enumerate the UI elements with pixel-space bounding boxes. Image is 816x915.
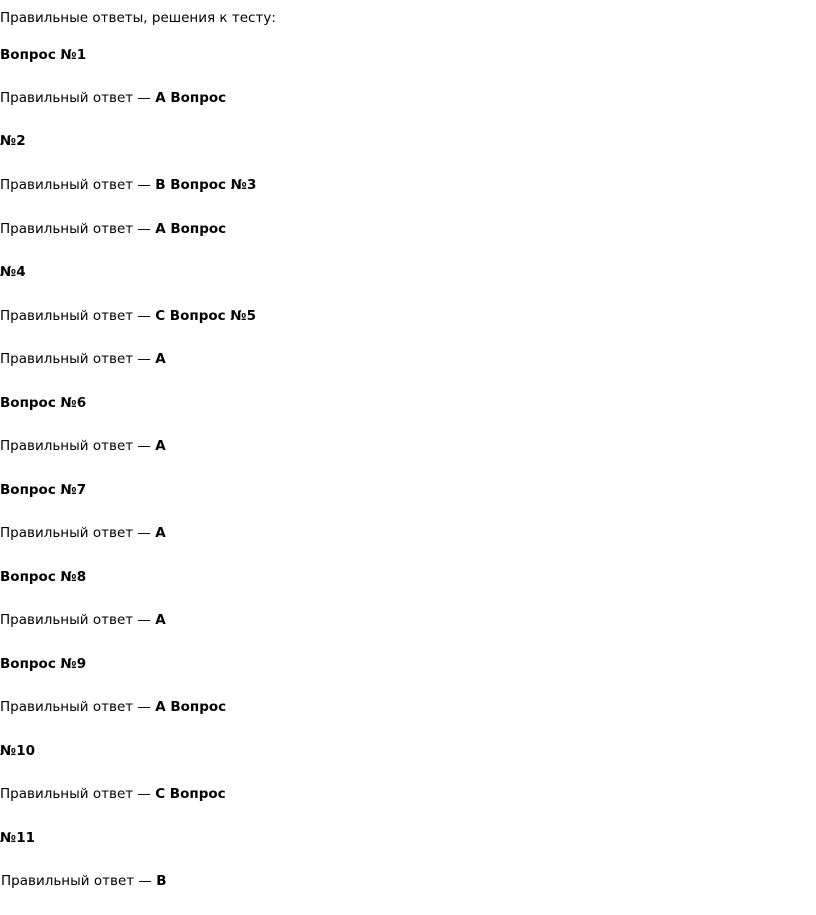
question-label-line (0, 742, 35, 760)
question-label-line (0, 263, 26, 281)
line-bold-text: А Вопрос (155, 699, 227, 715)
line-plain-text: Правильный ответ — (0, 786, 156, 802)
question-label-line (0, 46, 86, 64)
question-label-line (0, 568, 86, 586)
document-heading (0, 9, 276, 27)
line-bold-text: С Вопрос №5 (155, 308, 256, 324)
answer-line (0, 785, 226, 803)
answer-line (0, 524, 166, 542)
answer-line (0, 220, 226, 238)
question-label-line (0, 394, 86, 412)
answer-line (0, 350, 166, 368)
answer-line (0, 698, 226, 716)
answer-line (0, 307, 256, 325)
answer-line (0, 611, 166, 629)
question-label-line (0, 132, 26, 150)
answer-line (0, 176, 256, 194)
line-plain-text: Правильный ответ — (0, 177, 156, 193)
line-bold-text: А Вопрос (155, 221, 227, 237)
line-bold-text: А (155, 351, 166, 367)
question-label-line (0, 829, 35, 847)
line-bold-text: Вопрос №1 (0, 47, 87, 63)
line-plain-text: Правильный ответ — (0, 351, 156, 367)
line-bold-text: №4 (0, 264, 26, 280)
line-bold-text: А (155, 438, 166, 454)
line-bold-text: №10 (0, 743, 36, 759)
line-plain-text: Правильный ответ — (0, 612, 156, 628)
line-bold-text: В (156, 873, 167, 889)
line-bold-text: Вопрос №7 (0, 482, 87, 498)
line-bold-text: Вопрос №6 (0, 395, 87, 411)
heading-text: Правильные ответы, решения к тесту: (0, 10, 276, 26)
line-bold-text: №11 (0, 830, 36, 846)
line-bold-text: Вопрос №8 (0, 569, 87, 585)
line-bold-text: №2 (0, 133, 26, 149)
line-bold-text: А (155, 525, 166, 541)
line-plain-text: Правильный ответ — (0, 699, 156, 715)
line-bold-text: Вопрос №9 (0, 656, 87, 672)
line-plain-text: Правильный ответ — (0, 525, 156, 541)
line-bold-text: А (155, 612, 166, 628)
question-label-line (0, 481, 86, 499)
answer-line (0, 89, 226, 107)
line-bold-text: С Вопрос (155, 786, 226, 802)
answer-line (0, 437, 166, 455)
line-plain-text: Правильный ответ — (0, 221, 156, 237)
line-bold-text: В Вопрос №3 (155, 177, 257, 193)
line-plain-text: Правильный ответ — (0, 438, 156, 454)
line-plain-text: Правильный ответ — (0, 308, 156, 324)
question-label-line (0, 655, 86, 673)
answer-line (1, 872, 167, 890)
line-bold-text: А Вопрос (155, 90, 227, 106)
line-plain-text: Правильный ответ — (1, 873, 157, 889)
line-plain-text: Правильный ответ — (0, 90, 156, 106)
